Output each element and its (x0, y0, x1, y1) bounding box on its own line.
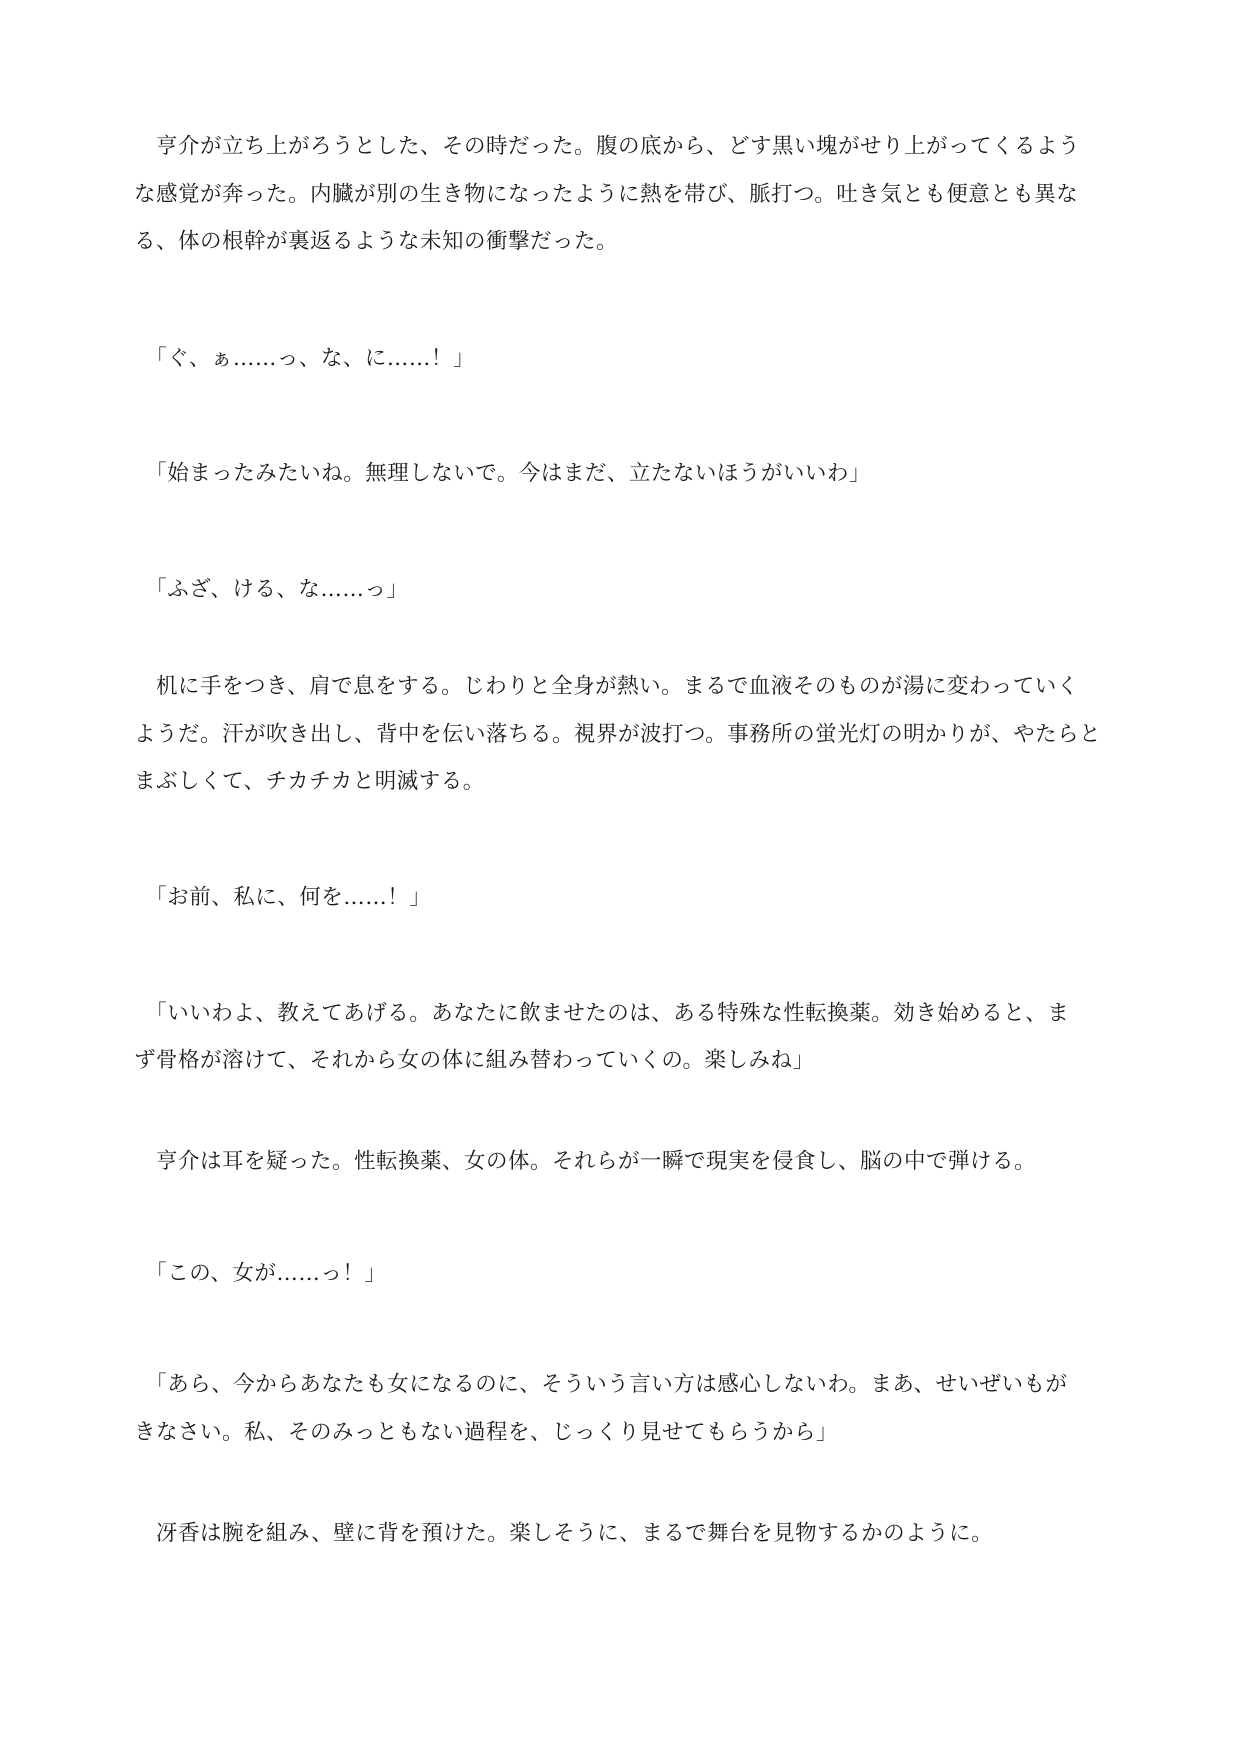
text-line-1: 亨介が立ち上がろうとした、その時だった。腹の底から、どす黒い塊がせり上がってくるよう (134, 134, 1081, 159)
dialogue-line-7a: 「あら、今からあなたも女になるのに、そういう言い方は感心しないわ。まあ、せいぜいもが (134, 1372, 1068, 1397)
text-line-7: 亨介は耳を疑った。性転換薬、女の体。それらが一瞬で現実を侵食し、脳の中で弾ける。 (134, 1149, 1037, 1174)
text-line-8: 冴香は腕を組み、壁に背を預けた。楽しそうに、まるで舞台を見物するかのように。 (134, 1521, 994, 1546)
text-line-6: まぶしくて、チカチカと明滅する。 (134, 769, 485, 794)
text-line-3: る、体の根幹が裏返るような未知の衝撃だった。 (134, 229, 619, 254)
dialogue-line-6: 「この、女が……っ！」 (134, 1261, 387, 1286)
text-line-4: 机に手をつき、肩で息をする。じわりと全身が熱い。まるで血液そのものが湯に変わっていく (134, 674, 1079, 699)
dialogue-line-7b: きなさい。私、そのみっともない過程を、じっくり見せてもらうから」 (134, 1420, 839, 1445)
dialogue-line-2: 「始まったみたいね。無理しないで。今はまだ、立たないほうがいいわ」 (134, 461, 871, 486)
dialogue-line-5a: 「いいわよ、教えてあげる。あなたに飲ませたのは、ある特殊な性転換薬。効き始めると、ま (134, 1001, 1070, 1026)
dialogue-line-3: 「ふざ、ける、な……っ」 (134, 577, 409, 602)
dialogue-line-1: 「ぐ、ぁ……っ、な、に……！」 (134, 346, 475, 371)
dialogue-line-5b: ず骨格が溶けて、それから女の体に組み替わっていくの。楽しみね」 (134, 1048, 815, 1073)
text-line-2: な感覚が奔った。内臓が別の生き物になったように熱を帯び、脈打つ。吐き気とも便意とも異な (134, 182, 1079, 207)
dialogue-line-4: 「お前、私に、何を……！」 (134, 885, 432, 910)
text-line-5: ようだ。汗が吹き出し、背中を伝い落ちる。視界が波打つ。事務所の蛍光灯の明かりが、やたらと (134, 722, 1102, 747)
